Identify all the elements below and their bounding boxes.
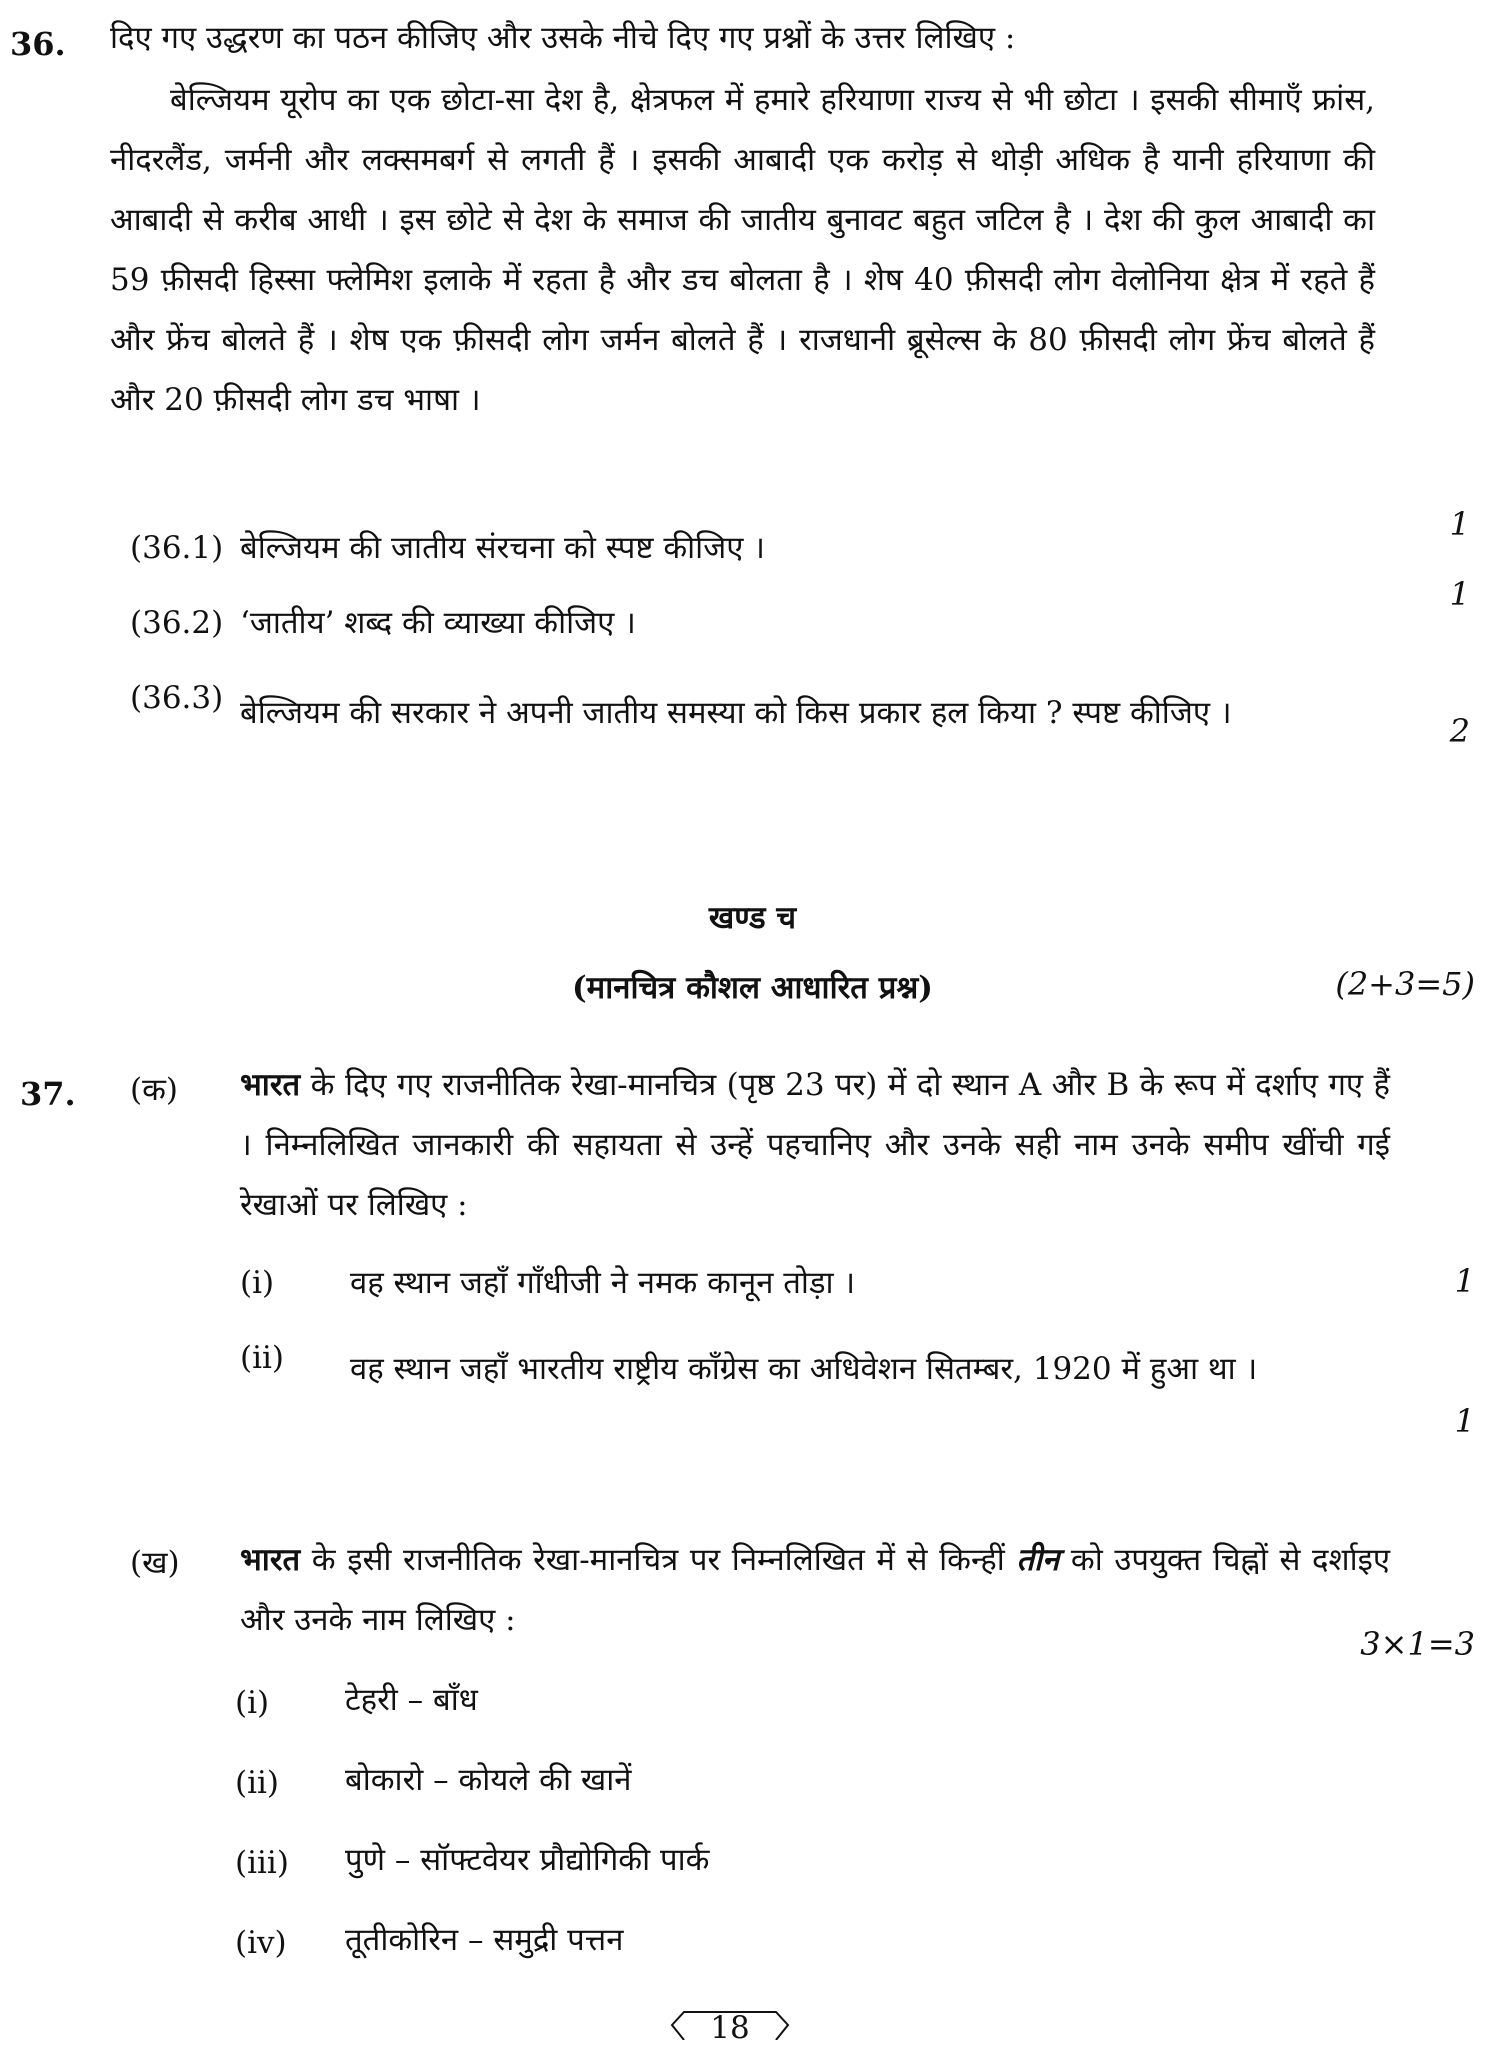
part-a-text	[240, 1055, 1390, 1235]
question-36-number: 36.	[10, 25, 66, 63]
part-b-item-1-text: टेहरी – बाँध	[345, 1682, 478, 1718]
part-b-bold-word: भारत	[240, 1542, 301, 1578]
part-b-item-2-text: बोकारो – कोयले की खानें	[345, 1762, 632, 1798]
part-b-item-3-label: (iii)	[235, 1845, 289, 1881]
question-36-passage: बेल्जियम यूरोप का एक छोटा-सा देश है, क्षेत्रफल में हमारे हरियाणा राज्य से भी छोटा । इसकी सीमाएँ फ्रांस, नीदरलैंड, जर्मनी और लक्समबर्ग से लगती हैं । इसकी आबादी एक करोड़ से थोड़ी अधिक है यानी हरियाणा की आबादी से करीब आधी । इस छोटे से देश के समाज की जातीय बुनावट बहुत जटिल है । देश की कुल आबादी का 59 फ़ीसदी हिस्सा फ्लेमिश इलाके में रहता है और डच बोलता है । शेष 40 फ़ीसदी लोग वेलोनिया क्षेत्र में रहते हैं और फ्रेंच बोलते हैं । शेष एक फ़ीसदी लोग जर्मन बोलते हैं । राजधानी ब्रूसेल्स के 80 फ़ीसदी लोग फ्रेंच बोलते हैं और 20 फ़ीसदी लोग डच भाषा ।	[110, 82, 1375, 418]
part-a-body: के दिए गए राजनीतिक रेखा-मानचित्र (पृष्ठ 23 पर) में दो स्थान A और B के रूप में दर्शाए गए हैं । निम्नलिखित जानकारी की सहायता से उन्हें पहचानिए और उनके सही नाम उनके समीप खींची गई रेखाओं पर लिखिए :	[240, 1067, 1390, 1223]
part-b-body-start: के इसी राजनीतिक रेखा-मानचित्र पर निम्नलिखित में से किन्हीं	[311, 1542, 1005, 1578]
part-b-item-1-label: (i)	[235, 1685, 270, 1721]
part-b-item-4-label: (iv)	[235, 1925, 287, 1961]
part-b-item-2-label: (ii)	[235, 1765, 280, 1801]
subquestion-36-1-marks: 1	[1449, 505, 1470, 543]
part-b-emphasis: तीन	[1016, 1542, 1060, 1578]
part-b-label: (ख)	[130, 1545, 180, 1581]
subquestion-36-3-label: (36.3)	[130, 680, 224, 716]
part-b-item-3-text: पुणे – सॉफ्टवेयर प्रौद्योगिकी पार्क	[345, 1842, 710, 1878]
part-b-text	[240, 1530, 1390, 1650]
subquestion-36-2-text: ‘जातीय’ शब्द की व्याख्या कीजिए ।	[240, 605, 636, 641]
part-b-item-4-text: तूतीकोरिन – समुद्री पत्तन	[345, 1922, 624, 1958]
part-a-item-2-label: (ii)	[240, 1340, 285, 1376]
subquestion-36-3-marks: 2	[1449, 712, 1470, 750]
subquestion-36-1-text: बेल्जियम की जातीय संरचना को स्पष्ट कीजिए ।	[240, 530, 765, 566]
section-title: खण्ड च	[708, 900, 797, 936]
section-subtitle: (मानचित्र कौशल आधारित प्रश्न)	[572, 970, 933, 1006]
part-a-bold-word: भारत	[240, 1067, 301, 1103]
subquestion-36-2-marks: 1	[1449, 575, 1470, 613]
subquestion-36-3-text: बेल्जियम की सरकार ने अपनी जातीय समस्या को किस प्रकार हल किया ? स्पष्ट कीजिए ।	[240, 695, 1232, 731]
part-b-marks: 3×1=3	[1360, 1625, 1475, 1663]
page-number-box	[670, 2010, 790, 2046]
part-a-item-1-marks: 1	[1454, 1262, 1475, 1300]
part-a-item-2-marks: 1	[1454, 1402, 1475, 1440]
question-36-instruction: दिए गए उद्धरण का पठन कीजिए और उसके नीचे दिए गए प्रश्नों के उत्तर लिखिए :	[110, 20, 1016, 56]
question-37-number: 37.	[20, 1075, 76, 1113]
part-a-item-1-text: वह स्थान जहाँ गाँधीजी ने नमक कानून तोड़ा ।	[350, 1265, 856, 1301]
part-a-item-1-label: (i)	[240, 1265, 275, 1301]
subquestion-36-1-label: (36.1)	[130, 530, 224, 566]
subquestion-36-2-label: (36.2)	[130, 605, 224, 641]
part-a-label: (क)	[130, 1072, 178, 1108]
page-number: 18	[710, 2010, 750, 2046]
section-marks: (2+3=5)	[1335, 965, 1475, 1003]
part-b-body-end: को उपयुक्त चिह्नों से दर्शाइए और उनके नाम लिखिए :	[240, 1542, 1390, 1638]
part-a-item-2-text: वह स्थान जहाँ भारतीय राष्ट्रीय काँग्रेस का अधिवेशन सितम्बर, 1920 में हुआ था ।	[350, 1351, 1258, 1387]
